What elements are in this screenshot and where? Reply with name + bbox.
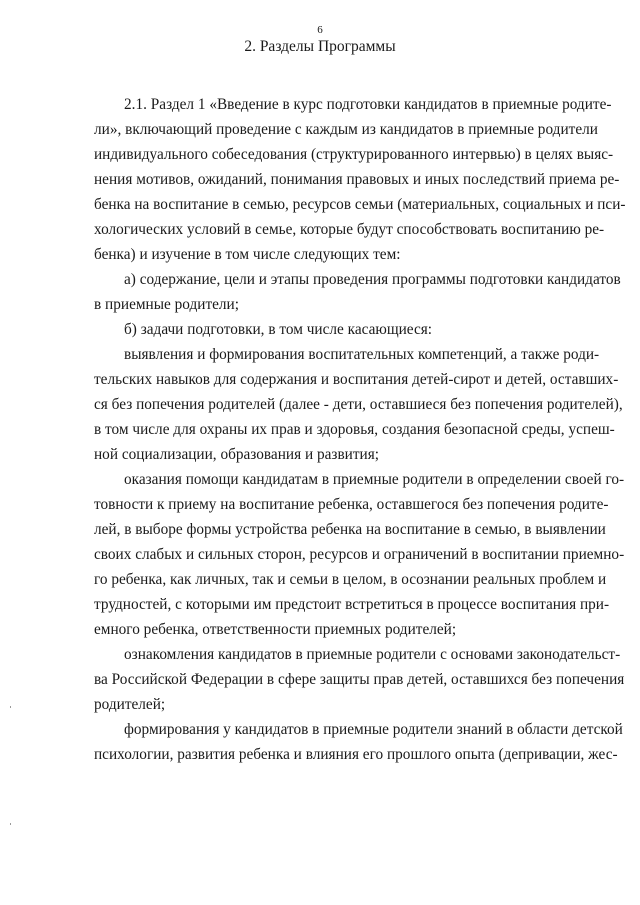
text-line: товности к приему на воспитание ребенка, оставшегося без попечения родите- — [94, 496, 609, 513]
text-line: ознакомления кандидатов в приемные родители с основами законодательст- — [124, 646, 621, 663]
text-line: тельских навыков для содержания и воспитания детей-сирот и детей, оставших- — [94, 371, 619, 388]
text-line: формирования у кандидатов в приемные родители знаний в области детской — [124, 721, 623, 738]
paragraph-legislation — [64, 642, 625, 717]
text-line: лей, в выборе формы устройства ребенка на воспитание в семью, в выявлении — [94, 521, 606, 538]
paragraph-item-a — [64, 267, 621, 317]
text-line: бенка) и изучение в том числе следующих тем: — [94, 246, 401, 263]
text-line: а) содержание, цели и этапы проведения программы подготовки кандидатов — [124, 271, 621, 288]
text-line: трудностей, с которыми им предстоит встретиться в процессе воспитания при- — [94, 596, 610, 613]
text-line: емного ребенка, ответственности приемных родителей; — [94, 621, 457, 638]
text-line: нения мотивов, ожиданий, понимания правовых и иных последствий приема ре- — [94, 171, 620, 188]
text-line: ли», включающий проведение с каждым из кандидатов в приемные родители — [94, 121, 598, 138]
paragraph-psychology — [64, 717, 623, 767]
text-line: го ребенка, как личных, так и семьи в целом, в осознании реальных проблем и — [94, 571, 607, 588]
page-number: 6 — [317, 24, 323, 36]
section-title: 2. Разделы Программы — [244, 38, 396, 55]
text-line: ся без попечения родителей (далее - дети, оставшиеся без попечения родителей), — [94, 396, 623, 413]
text-line: б) задачи подготовки, в том числе касающиеся: — [124, 321, 433, 338]
text-line: хологических условий в семье, которые будут способствовать воспитанию ре- — [94, 221, 605, 238]
paragraph-item-b — [64, 317, 590, 342]
paragraph-assistance — [64, 467, 625, 642]
text-line: своих слабых и сильных сторон, ресурсов и ограничений в воспитании приемно- — [94, 546, 625, 563]
text-line: в том числе для охраны их прав и здоровья, создания безопасной среды, успеш- — [94, 421, 615, 438]
document-body — [64, 92, 626, 767]
text-line: в приемные родители; — [94, 296, 239, 313]
scan-speck — [10, 706, 11, 708]
text-line: 2.1. Раздел 1 «Введение в курс подготовки кандидатов в приемные родите- — [124, 96, 612, 113]
paragraph-competencies — [64, 342, 623, 467]
text-line: индивидуального собеседования (структурированного интервью) в целях выяс- — [94, 146, 614, 163]
text-line: бенка на воспитание в семью, ресурсов семьи (материальных, социальных и пси- — [94, 196, 626, 213]
scan-speck — [10, 823, 11, 825]
text-line: родителей; — [94, 696, 166, 713]
text-line: оказания помощи кандидатам в приемные родители в определении своей го- — [124, 471, 625, 488]
text-line: выявления и формирования воспитательных компетенций, а также роди- — [124, 346, 600, 363]
text-line: психологии, развития ребенка и влияния его прошлого опыта (депривации, жес- — [94, 746, 618, 763]
text-line: ной социализации, образования и развития; — [94, 446, 380, 463]
paragraph-section-2-1 — [64, 92, 626, 267]
text-line: ва Российской Федерации в сфере защиты прав детей, оставшихся без попечения — [94, 671, 625, 688]
